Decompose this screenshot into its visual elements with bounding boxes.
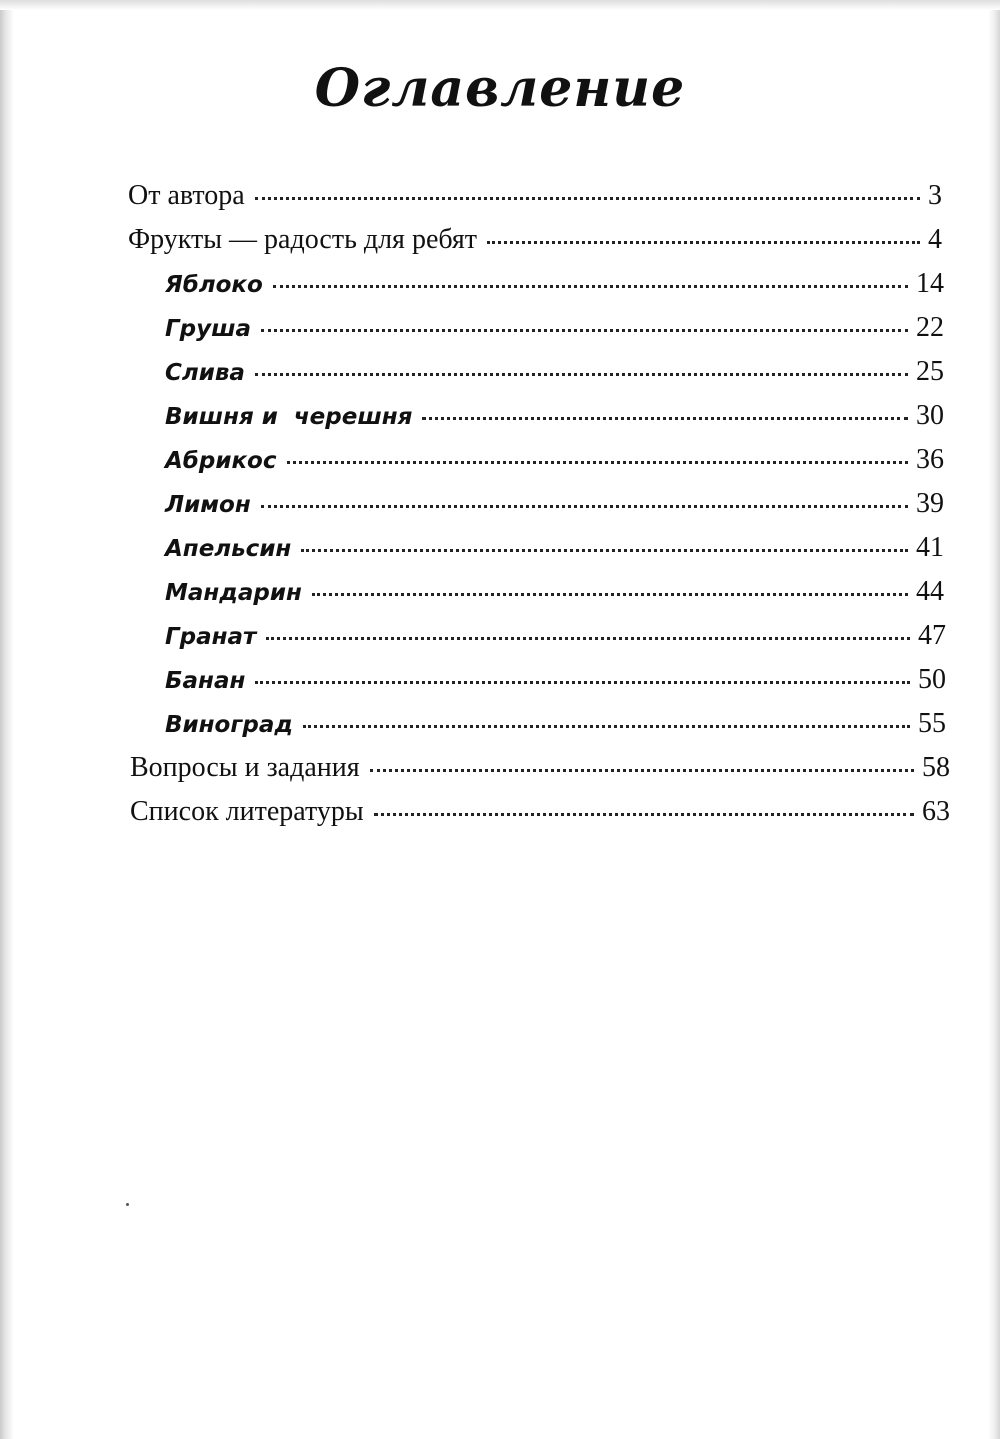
toc-entry-page: 39 (916, 488, 944, 519)
toc-entry-page: 36 (916, 444, 944, 475)
toc-entry[interactable] (130, 796, 950, 840)
toc-entry-label: Мандарин (165, 580, 302, 606)
toc-entry-label: Апельсин (165, 536, 292, 562)
toc-entry[interactable] (165, 532, 944, 576)
toc-entry-page: 25 (916, 356, 944, 387)
dot-leader (273, 285, 908, 288)
page-shadow-right (988, 0, 1000, 1439)
toc-entry[interactable] (165, 356, 944, 400)
dot-leader (266, 637, 910, 640)
toc-entry-label: Фрукты — радость для ребят (128, 224, 478, 255)
toc-entry-page: 3 (928, 180, 942, 211)
toc-entry[interactable] (165, 268, 944, 312)
dot-leader (374, 813, 914, 816)
toc-entry-label: Вишня и черешня (165, 404, 413, 430)
dot-leader (261, 505, 908, 508)
toc-entry-label: Гранат (165, 624, 257, 650)
toc-entry-page: 4 (928, 224, 942, 255)
page-title: Оглавление (314, 58, 686, 119)
toc-entry-label: Лимон (165, 492, 251, 518)
dot-leader (255, 197, 920, 200)
toc-entry-page: 63 (922, 796, 950, 827)
toc-entry[interactable] (165, 708, 946, 752)
toc-entry[interactable] (165, 488, 944, 532)
toc-entry-label: Вопросы и задания (130, 752, 360, 783)
toc-entry-page: 47 (918, 620, 946, 651)
page-shadow-left (0, 0, 14, 1439)
dot-leader (287, 461, 909, 464)
toc-entry-page: 30 (916, 400, 944, 431)
toc-entry[interactable] (165, 576, 944, 620)
dot-leader (487, 241, 920, 244)
dot-leader (312, 593, 908, 596)
page-shadow-top (0, 0, 1000, 10)
toc-entry-page: 55 (918, 708, 946, 739)
toc-entry-label: Список литературы (130, 796, 364, 827)
toc-entry-page: 41 (916, 532, 944, 563)
dot-leader (255, 681, 910, 684)
toc-entry[interactable] (165, 664, 946, 708)
toc-entry-label: Слива (165, 360, 245, 386)
dot-leader (301, 549, 908, 552)
toc-entry-page: 50 (918, 664, 946, 695)
toc-entry[interactable] (165, 400, 944, 444)
dot-leader (370, 769, 914, 772)
toc-entry-label: Груша (165, 316, 252, 342)
paper-speck (126, 1203, 129, 1206)
toc-entry[interactable] (165, 620, 946, 664)
toc-entry-label: Виноград (165, 712, 293, 738)
dot-leader (422, 417, 908, 420)
toc-entry[interactable] (130, 752, 950, 796)
toc-entry-label: Яблоко (165, 272, 263, 298)
dot-leader (255, 373, 908, 376)
dot-leader (261, 329, 908, 332)
toc-entry-label: Абрикос (165, 448, 277, 474)
toc-entry-page: 58 (922, 752, 950, 783)
toc-entry-label: От автора (128, 180, 245, 211)
toc-entry[interactable] (165, 312, 944, 356)
toc-entry-page: 44 (916, 576, 944, 607)
toc-entry[interactable] (128, 224, 942, 268)
toc-entry-page: 14 (916, 268, 944, 299)
toc-entry[interactable] (165, 444, 944, 488)
dot-leader (303, 725, 910, 728)
toc-entry-label: Банан (165, 668, 246, 694)
toc-entry-page: 22 (916, 312, 944, 343)
toc-entry[interactable] (128, 180, 942, 224)
